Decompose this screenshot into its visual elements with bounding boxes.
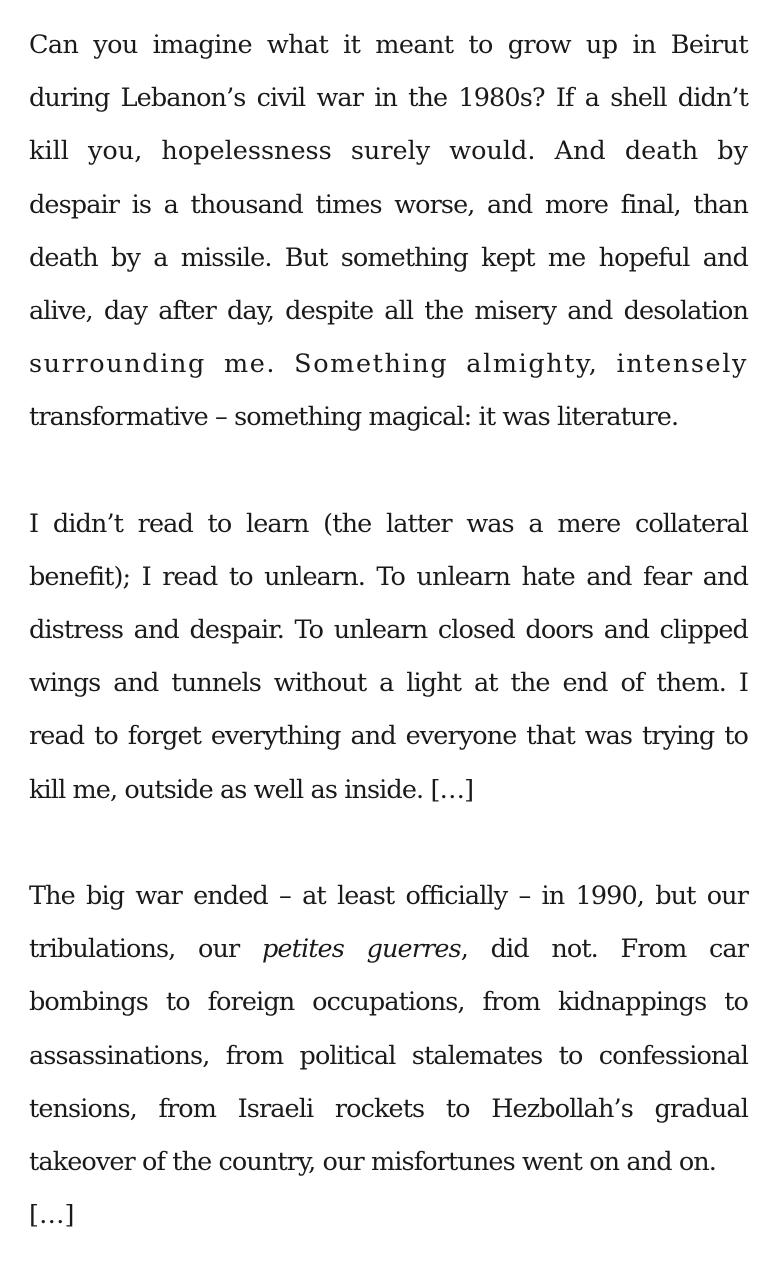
text-line: read to forget everything and everyone that was trying to [29,721,748,752]
text-segment: , did not. From car [460,934,749,965]
paragraph-1 [29,19,748,445]
text-line: death by a missile. But something kept me hopeful and [29,242,748,273]
paragraph-2 [29,498,748,817]
text-line: tensions, from Israeli rockets to Hezbollah’s gradual [29,1093,748,1124]
italic-phrase: petites guerres [261,934,461,965]
text-line: alive, day after day, despite all the misery and desolation [29,295,748,326]
text-line: despair is a thousand times worse, and more final, than [29,189,748,220]
text-segment: tribulations, our [29,934,262,965]
text-line: Can you imagine what it meant to grow up in Beirut [29,30,748,60]
text-line: transformative – something magical: it was literature. [29,402,679,433]
text-line: kill me, outside as well as inside. […] [29,774,474,805]
text-line [29,923,748,976]
text-line: The big war ended – at least officially – in 1990, but our [29,881,748,911]
text-line: bombings to foreign occupations, from kidnappings to [29,987,748,1018]
text-line: wings and tunnels without a light at the end of them. I [29,668,748,699]
trailing-ellipsis: […] [29,1200,75,1231]
paragraph-3 [29,870,748,1242]
text-line: assassinations, from political stalemates to confessional [29,1040,748,1071]
text-line: kill you, hopelessness surely would. And death by [29,136,748,167]
text-line: benefit); I read to unlearn. To unlearn hate and fear and [29,561,748,592]
text-line: during Lebanon’s civil war in the 1980s? If a shell didn’t [29,83,748,114]
text-line: takeover of the country, our misfortunes went on and on. [29,1146,717,1177]
text-line: surrounding me. Something almighty, intensely [29,349,748,380]
text-line: distress and despair. To unlearn closed doors and clipped [29,615,748,646]
text-line: I didn’t read to learn (the latter was a mere collateral [29,508,748,539]
